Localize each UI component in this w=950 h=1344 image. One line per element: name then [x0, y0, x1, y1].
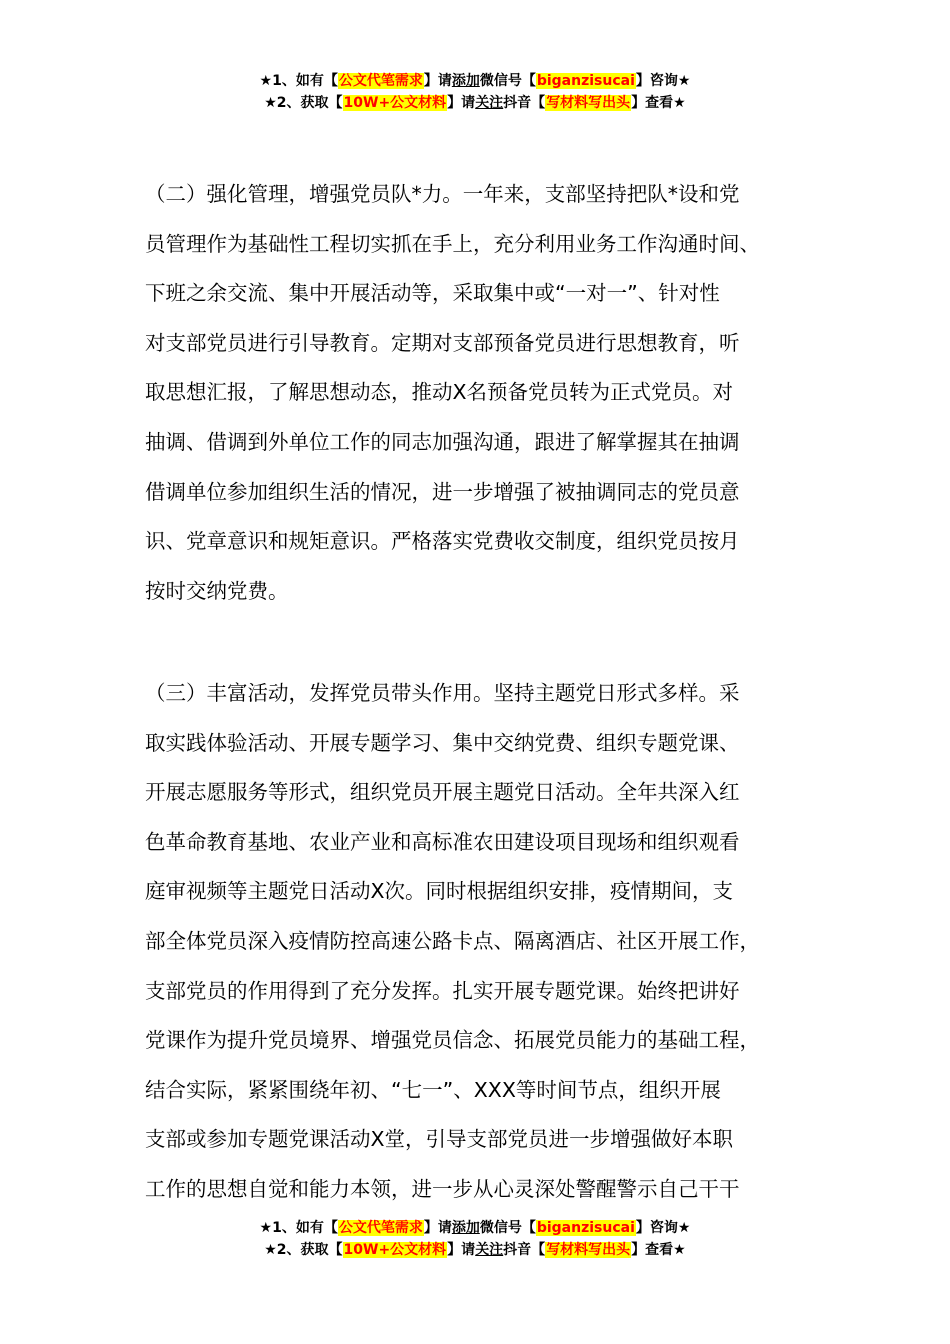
- paragraph-activities: [145, 669, 835, 1215]
- text-line: 庭审视频等主题党日活动X次。同时根据组织安排，疫情期间，支: [145, 879, 734, 904]
- text-line: 员管理作为基础性工程切实抓在手上，充分利用业务工作沟通时间、: [145, 231, 760, 256]
- text-line: 取思想汇报，了解思想动态，推动X名预备党员转为正式党员。对: [145, 380, 734, 405]
- text-line: 支部党员的作用得到了充分发挥。扎实开展专题党课。始终把讲好: [145, 978, 740, 1003]
- banner-text: ★1、如有【: [259, 73, 338, 89]
- banner-text: ★2、获取【: [264, 1242, 343, 1258]
- banner-text: 】查看★: [631, 1242, 686, 1258]
- text-line: 抽调、借调到外单位工作的同志加强沟通，跟进了解掌握其在抽调: [145, 429, 740, 454]
- banner-text: 抖音【: [503, 1242, 546, 1258]
- banner-text: 抖音【: [503, 95, 546, 111]
- footer-banner: [0, 1217, 950, 1261]
- text-line: 对支部党员进行引导教育。定期对支部预备党员进行思想教育，听: [145, 330, 740, 355]
- banner-line-2: [0, 1239, 950, 1261]
- banner-text: 】查看★: [631, 95, 686, 111]
- text-line: 按时交纳党费。: [145, 578, 289, 603]
- banner-text: ★2、获取【: [264, 95, 343, 111]
- banner-text: 】请: [447, 95, 476, 111]
- banner-text: 】请: [447, 1242, 476, 1258]
- text-line: 下班之余交流、集中开展活动等，采取集中或“一对一”、针对性: [145, 281, 720, 306]
- underlined-text: 添加: [451, 73, 480, 89]
- text-line: 支部或参加专题党课活动X堂，引导支部党员进一步增强做好本职: [145, 1127, 734, 1152]
- banner-line-1: [0, 1217, 950, 1239]
- banner-text: 】请: [423, 73, 452, 89]
- douyin-account: 写材料写出头: [546, 95, 631, 111]
- banner-text: 】请: [423, 1220, 452, 1236]
- paragraph-management: [145, 170, 835, 616]
- wechat-id: biganzisucai: [536, 1220, 635, 1236]
- banner-text: 】咨询★: [635, 73, 691, 89]
- highlight-text: 10W+公文材料: [343, 1242, 447, 1258]
- text-line: 取实践体验活动、开展专题学习、集中交纳党费、组织专题党课、: [145, 730, 740, 755]
- text-line: 结合实际，紧紧围绕年初、“七一”、XXX等时间节点，组织开展: [145, 1077, 721, 1102]
- douyin-account: 写材料写出头: [546, 1242, 631, 1258]
- text-line: （二）强化管理，增强党员队*力。一年来，支部坚持把队*设和党: [145, 182, 740, 206]
- text-line: 开展志愿服务等形式，组织党员开展主题党日活动。全年共深入红: [145, 780, 740, 805]
- banner-text: 微信号【: [479, 73, 536, 89]
- underlined-text: 关注: [475, 1242, 504, 1258]
- text-line: 色革命教育基地、农业产业和高标准农田建设项目现场和组织观看: [145, 829, 740, 854]
- text-line: （三）丰富活动，发挥党员带头作用。坚持主题党日形式多样。采: [145, 681, 740, 705]
- underlined-text: 添加: [451, 1220, 480, 1236]
- banner-text: 】咨询★: [635, 1220, 691, 1236]
- banner-text: 微信号【: [479, 1220, 536, 1236]
- header-banner: [0, 70, 950, 114]
- highlight-text: 10W+公文材料: [343, 95, 447, 111]
- underlined-text: 关注: [475, 95, 504, 111]
- text-line: 党课作为提升党员境界、增强党员信念、拓展党员能力的基础工程，: [145, 1028, 760, 1053]
- text-line: 部全体党员深入疫情防控高速公路卡点、隔离酒店、社区开展工作，: [145, 928, 760, 953]
- banner-text: ★1、如有【: [259, 1220, 338, 1236]
- text-line: 工作的思想自觉和能力本领，进一步从心灵深处警醒警示自己干干: [145, 1176, 740, 1201]
- banner-line-2: [0, 92, 950, 114]
- highlight-text: 公文代笔需求: [338, 1220, 423, 1236]
- text-line: 借调单位参加组织生活的情况，进一步增强了被抽调同志的党员意: [145, 479, 740, 504]
- banner-line-1: [0, 70, 950, 92]
- highlight-text: 公文代笔需求: [338, 73, 423, 89]
- text-line: 识、党章意识和规矩意识。严格落实党费收交制度，组织党员按月: [145, 529, 740, 554]
- wechat-id: biganzisucai: [536, 73, 635, 89]
